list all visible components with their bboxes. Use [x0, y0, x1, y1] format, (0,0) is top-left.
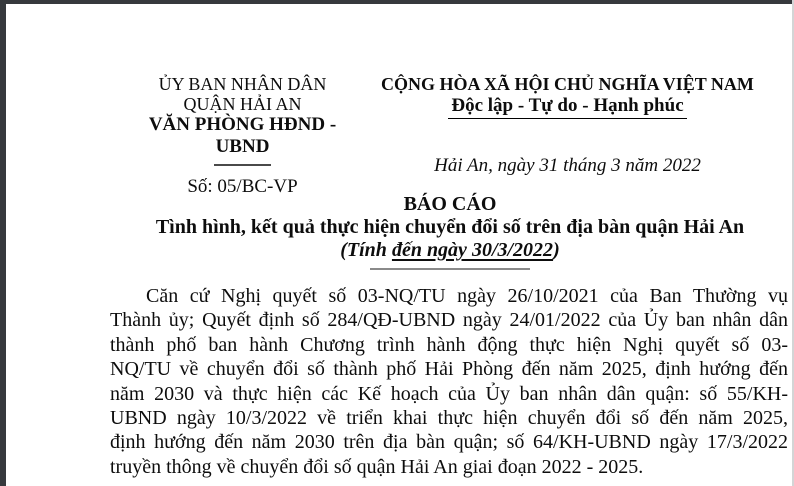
report-body — [110, 284, 788, 479]
report-as-of-date: (Tính đến ngày 30/3/2022) — [340, 239, 560, 261]
body-line: Căn cứ Nghị quyết số 03-NQ/TU ngày 26/10/2021 của Ban Thường vụ — [146, 285, 788, 307]
agency-parent-name: ỦY BAN NHÂN DÂN — [158, 74, 327, 94]
body-line: Thành ủy; Quyết định số 284/QĐ-UBND ngày 24/01/2022 của Ủy ban nhân dân — [110, 309, 788, 332]
issuing-agency-block — [120, 74, 365, 198]
body-line: thành phố ban hành Chương trình hành động thực hiện Nghị quyết số 03- — [110, 333, 788, 356]
agency-office-name: VĂN PHÒNG HĐND - UBND — [148, 114, 337, 157]
title-divider — [370, 268, 530, 270]
report-subject: Tình hình, kết quả thực hiện chuyển đổi số trên địa bàn quận Hải An — [155, 216, 745, 238]
body-line: năm 2030 và thực hiện các Kế hoạch của Ủy ban nhân dân quận: số 55/KH- — [110, 382, 788, 405]
viewer-frame-left — [0, 0, 6, 486]
body-line: định hướng đến năm 2030 trên địa bàn quận; số 64/KH-UBND ngày 17/3/2022 — [110, 431, 788, 454]
body-line: truyền thông về chuyển đổi số quận Hải An giai đoạn 2022 - 2025. — [110, 455, 644, 478]
report-kind: BÁO CÁO — [403, 193, 497, 215]
national-header-block — [380, 74, 755, 177]
agency-divider — [214, 164, 271, 166]
place-and-date: Hải An, ngày 31 tháng 3 năm 2022 — [434, 155, 701, 176]
viewer-frame-top — [0, 0, 794, 4]
agency-district-name: QUẬN HẢI AN — [183, 94, 302, 114]
body-line: NQ/TU về chuyển đổi số thành phố Hải Phòng đến năm 2025, định hướng đến — [110, 358, 788, 381]
national-title: CỘNG HÒA XÃ HỘI CHỦ NGHĨA VIỆT NAM — [381, 74, 754, 94]
document-number: Số: 05/BC-VP — [187, 176, 298, 197]
report-title-block — [110, 193, 790, 270]
body-line: UBND ngày 10/3/2022 về triển khai thực hiện chuyển đổi số đến năm 2025, — [110, 407, 788, 430]
national-motto: Độc lập - Tự do - Hạnh phúc — [380, 95, 755, 119]
